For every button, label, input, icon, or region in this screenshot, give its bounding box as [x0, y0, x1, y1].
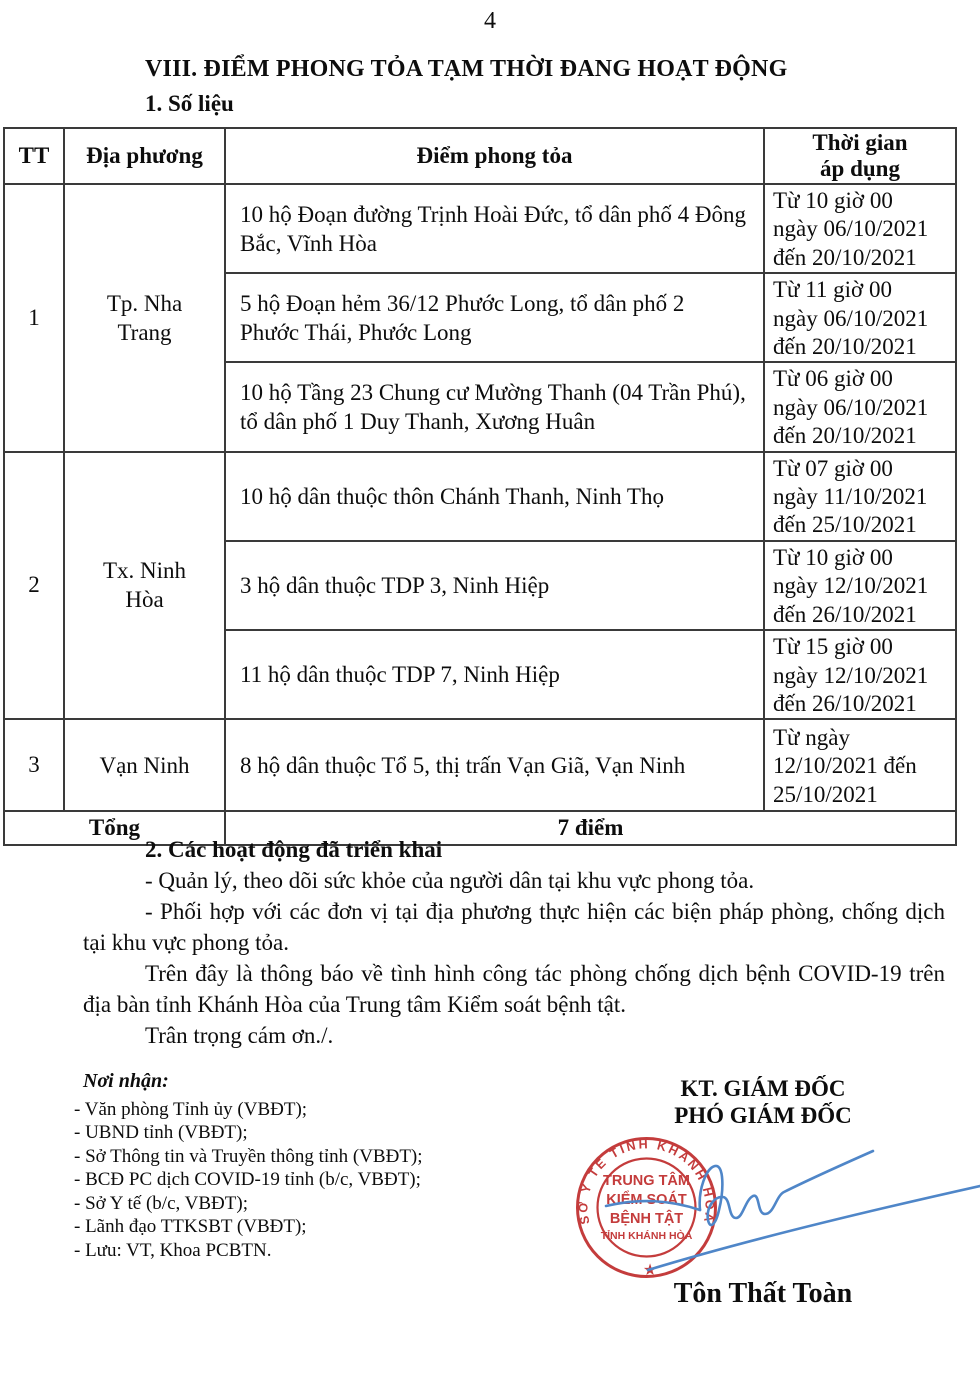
time-line: đến 26/10/2021 [773, 690, 917, 716]
time-line: Từ 11 giờ 00 [773, 277, 892, 303]
time-line: đến 20/10/2021 [773, 244, 917, 270]
lockdown-points-table [3, 127, 957, 846]
table-header-row [4, 128, 956, 184]
tt-cell: 2 [4, 452, 64, 720]
time-line: Từ 07 giờ 00 [773, 455, 893, 481]
region-cell: Tx. Ninh Hòa [64, 452, 225, 720]
recipients-block [74, 1070, 494, 1262]
recipient-item: - Lãnh đạo TTKSBT (VBĐT); [74, 1216, 307, 1237]
signature-scribble [560, 1100, 980, 1300]
time-line: ngày 12/10/2021 [773, 573, 929, 599]
activities-paragraph: - Quản lý, theo dõi sức khỏe của người dân tại khu vực phong tỏa. [145, 868, 755, 893]
recipient-item: - BCĐ PC dịch COVID-19 tỉnh (b/c, VBĐT); [74, 1169, 421, 1190]
recipient-item: - Sở Y tế (b/c, VBĐT); [74, 1192, 248, 1214]
stamp-center-line: KIỂM SOÁT [606, 1192, 687, 1208]
col-header-time-line1: Thời gian [812, 130, 908, 155]
recipient-item: - Văn phòng Tỉnh ủy (VBĐT); [74, 1098, 308, 1120]
time-cell [764, 630, 956, 719]
time-line: ngày 06/10/2021 [773, 394, 929, 420]
point-cell: 10 hộ Đoạn đường Trịnh Hoài Đức, tổ dân phố 4 Đông Bắc, Vĩnh Hòa [225, 184, 764, 273]
stamp-center-line: TỈNH KHÁNH HÒA [600, 1230, 693, 1242]
time-cell [764, 184, 956, 273]
activities-paragraph: - Phối hợp với các đơn vị tại địa phương thực hiện các biện pháp phòng, chống dịch tại khu vực phong tỏa. [83, 899, 945, 955]
time-line: 25/10/2021 [773, 781, 878, 807]
section-title: VIII. ĐIỂM PHONG TỎA TẠM THỜI ĐANG HOẠT ĐỘNG [145, 56, 788, 82]
page-number: 4 [484, 8, 496, 34]
time-cell [764, 541, 956, 630]
recipient-item: - Sở Thông tin và Truyền thông tỉnh (VBĐT); [74, 1145, 423, 1167]
total-label-cell: Tổng [4, 811, 225, 845]
region-cell: Tp. Nha Trang [64, 184, 225, 452]
stamp-center-line: TRUNG TÂM [603, 1173, 690, 1189]
activities-paragraph: Trên đây là thông báo về tình hình công tác phòng chống dịch bệnh COVID-19 trên địa bàn tỉnh Khánh Hòa của Trung tâm Kiểm soát bệnh tật. [83, 961, 945, 1017]
time-line: đến 25/10/2021 [773, 512, 917, 538]
region-cell: Vạn Ninh [64, 719, 225, 811]
point-cell: 10 hộ dân thuộc thôn Chánh Thanh, Ninh Thọ [225, 452, 764, 541]
point-cell: 3 hộ dân thuộc TDP 3, Ninh Hiệp [225, 541, 764, 630]
recipient-item: - Lưu: VT, Khoa PCBTN. [74, 1239, 272, 1261]
table-row [4, 719, 956, 811]
signature-stroke [700, 1151, 873, 1225]
stamp-ring-text: SỞ Y TẾ TỈNH KHÁNH HÒA [576, 1137, 717, 1226]
time-line: Từ 10 giờ 00 [773, 544, 893, 570]
point-cell: 11 hộ dân thuộc TDP 7, Ninh Hiệp [225, 630, 764, 719]
activities-heading: 2. Các hoạt động đã triển khai [145, 837, 443, 862]
star-icon: ★ [642, 1262, 658, 1279]
recipients-label: Nơi nhận: [83, 1070, 169, 1092]
point-cell: 8 hộ dân thuộc Tổ 5, thị trấn Vạn Giã, Vạn Ninh [225, 719, 764, 811]
time-line: Từ ngày [773, 724, 850, 750]
activities-paragraph: Trân trọng cám ơn./. [145, 1023, 334, 1048]
time-line: Từ 10 giờ 00 [773, 188, 893, 213]
time-line: ngày 06/10/2021 [773, 305, 929, 331]
tt-cell: 3 [4, 719, 64, 811]
activities-section [83, 834, 945, 1051]
signatory-name: Tôn Thất Toàn [673, 1278, 853, 1309]
time-line: 12/10/2021 đến [773, 753, 917, 779]
point-cell: 10 hộ Tầng 23 Chung cư Mường Thanh (04 Trần Phú), tổ dân phố 1 Duy Thanh, Xương Huân [225, 362, 764, 451]
total-value-cell: 7 điểm [225, 811, 956, 845]
time-cell [764, 273, 956, 362]
time-line: Từ 06 giờ 00 [773, 366, 893, 392]
tt-cell: 1 [4, 184, 64, 452]
time-line: Từ 15 giờ 00 [773, 634, 893, 660]
signature-stroke [648, 1186, 980, 1270]
point-cell: 5 hộ Đoạn hẻm 36/12 Phước Long, tổ dân phố 2 Phước Thái, Phước Long [225, 273, 764, 362]
col-header-time-line2: áp dụng [820, 156, 900, 181]
time-cell [764, 362, 956, 451]
col-header-region: Địa phương [64, 128, 225, 184]
time-cell [764, 452, 956, 541]
signatory-title-line1: KT. GIÁM ĐỐC [680, 1076, 846, 1101]
col-header-tt: TT [4, 128, 64, 184]
time-line: ngày 11/10/2021 [773, 484, 928, 510]
signature-stroke [606, 1201, 700, 1210]
col-header-point: Điểm phong tỏa [225, 128, 764, 184]
time-line: đến 20/10/2021 [773, 423, 917, 449]
time-line: ngày 06/10/2021 [773, 216, 929, 242]
recipient-item: - UBND tỉnh (VBĐT); [74, 1122, 248, 1143]
stamp-center-line: BỆNH TẬT [609, 1211, 684, 1227]
time-line: đến 20/10/2021 [773, 334, 917, 360]
time-line: ngày 12/10/2021 [773, 662, 929, 688]
time-cell [764, 719, 956, 811]
table-row [4, 452, 956, 541]
time-line: đến 26/10/2021 [773, 601, 917, 627]
table-row [4, 184, 956, 273]
signatory-title-line2: PHÓ GIÁM ĐỐC [674, 1103, 852, 1128]
col-header-time [764, 128, 956, 184]
section-subtitle: 1. Số liệu [145, 91, 234, 116]
